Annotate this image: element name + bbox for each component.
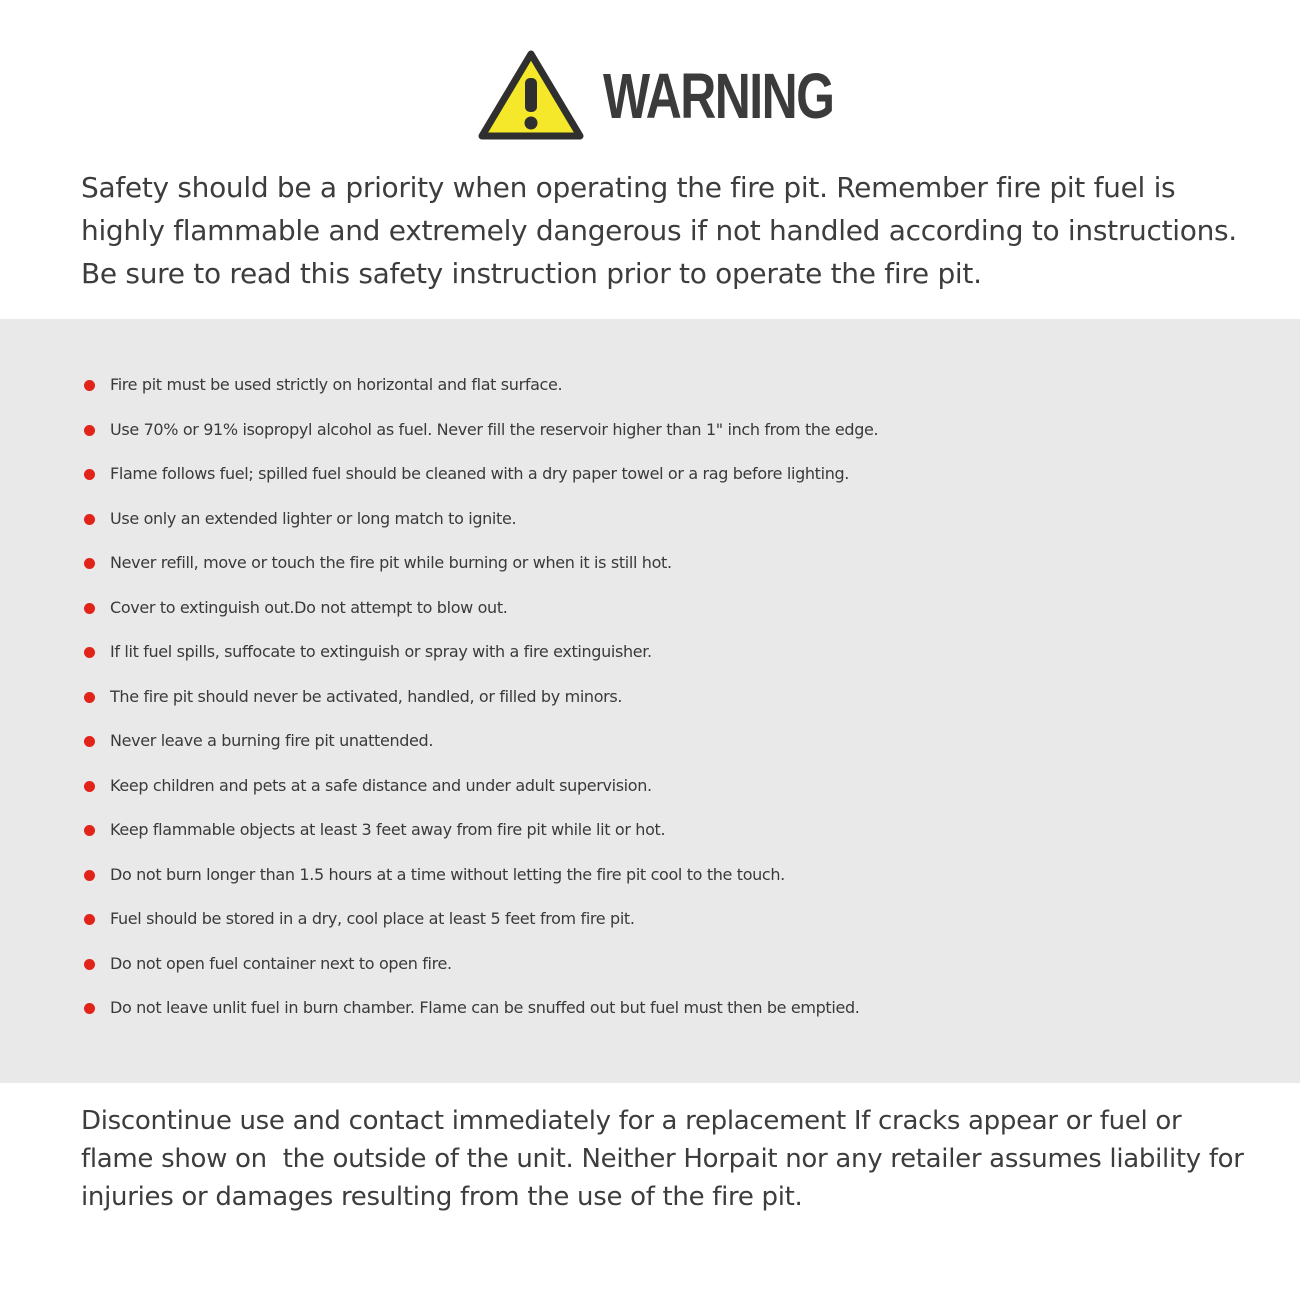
bullet-icon <box>84 914 95 925</box>
bullet-icon <box>84 692 95 703</box>
rule-text: Cover to extinguish out.Do not attempt to blow out. <box>110 597 508 617</box>
bullet-icon <box>84 514 95 525</box>
rule-text: Use only an extended lighter or long match to ignite. <box>110 508 517 528</box>
list-item <box>84 719 1284 764</box>
rule-text: Keep children and pets at a safe distance and under adult supervision. <box>110 775 652 795</box>
bullet-icon <box>84 736 95 747</box>
rule-text: Keep flammable objects at least 3 feet away from fire pit while lit or hot. <box>110 820 666 839</box>
rule-text: If lit fuel spills, suffocate to extinguish or spray with a fire extinguisher. <box>110 642 652 661</box>
rule-text: Never leave a burning fire pit unattended. <box>110 731 434 750</box>
list-item <box>84 630 1284 675</box>
bullet-icon <box>84 825 95 836</box>
list-item <box>84 363 1284 408</box>
bullet-icon <box>84 781 95 792</box>
list-item <box>84 408 1284 453</box>
closing-paragraph: Discontinue use and contact immediately for a replacement If cracks appear or fuel or flame show on the outside of the unit. Neither Horpait nor any retailer assumes liability for injuries or damages resulting from the use of the fire pit. <box>81 1106 1252 1212</box>
list-item <box>84 942 1284 987</box>
bullet-icon <box>84 870 95 881</box>
list-item <box>84 897 1284 942</box>
list-item <box>84 853 1284 898</box>
safety-rules-list <box>84 363 1284 1031</box>
bullet-icon <box>84 603 95 614</box>
bullet-icon <box>84 1003 95 1014</box>
rule-text: Do not leave unlit fuel in burn chamber. Flame can be snuffed out but fuel must then be emptied. <box>110 998 860 1017</box>
warning-title: WARNING <box>603 60 834 132</box>
intro-paragraph: Safety should be a priority when operating the fire pit. Remember fire pit fuel is highly flammable and extremely dangerous if not handled according to instructions. Be sure to read this safety instruction prior to operate the fire pit. <box>81 171 1237 290</box>
list-item <box>84 986 1284 1031</box>
rule-text: Never refill, move or touch the fire pit while burning or when it is still hot. <box>110 553 672 572</box>
bullet-icon <box>84 959 95 970</box>
rule-text: Use 70% or 91% isopropyl alcohol as fuel. Never fill the reservoir higher than 1" inch from the edge. <box>110 419 879 439</box>
list-item <box>84 541 1284 586</box>
rule-text: Flame follows fuel; spilled fuel should be cleaned with a dry paper towel or a rag before lighting. <box>110 464 850 483</box>
warning-header <box>0 46 1300 146</box>
list-item <box>84 497 1284 542</box>
rule-text: Fire pit must be used strictly on horizontal and flat surface. <box>110 375 563 394</box>
list-item <box>84 452 1284 497</box>
list-item <box>84 675 1284 720</box>
list-item <box>84 808 1284 853</box>
bullet-icon <box>84 425 95 436</box>
bullet-icon <box>84 558 95 569</box>
rule-text: The fire pit should never be activated, handled, or filled by minors. <box>110 686 623 706</box>
rule-text: Do not burn longer than 1.5 hours at a time without letting the fire pit cool to the touch. <box>110 864 785 884</box>
list-item <box>84 764 1284 809</box>
rule-text: Fuel should be stored in a dry, cool place at least 5 feet from fire pit. <box>110 909 635 928</box>
warning-triangle-icon <box>477 48 585 144</box>
bullet-icon <box>84 647 95 658</box>
safety-rules-panel <box>0 319 1300 1083</box>
rule-text: Do not open fuel container next to open fire. <box>110 953 452 973</box>
list-item <box>84 586 1284 631</box>
bullet-icon <box>84 469 95 480</box>
bullet-icon <box>84 380 95 391</box>
